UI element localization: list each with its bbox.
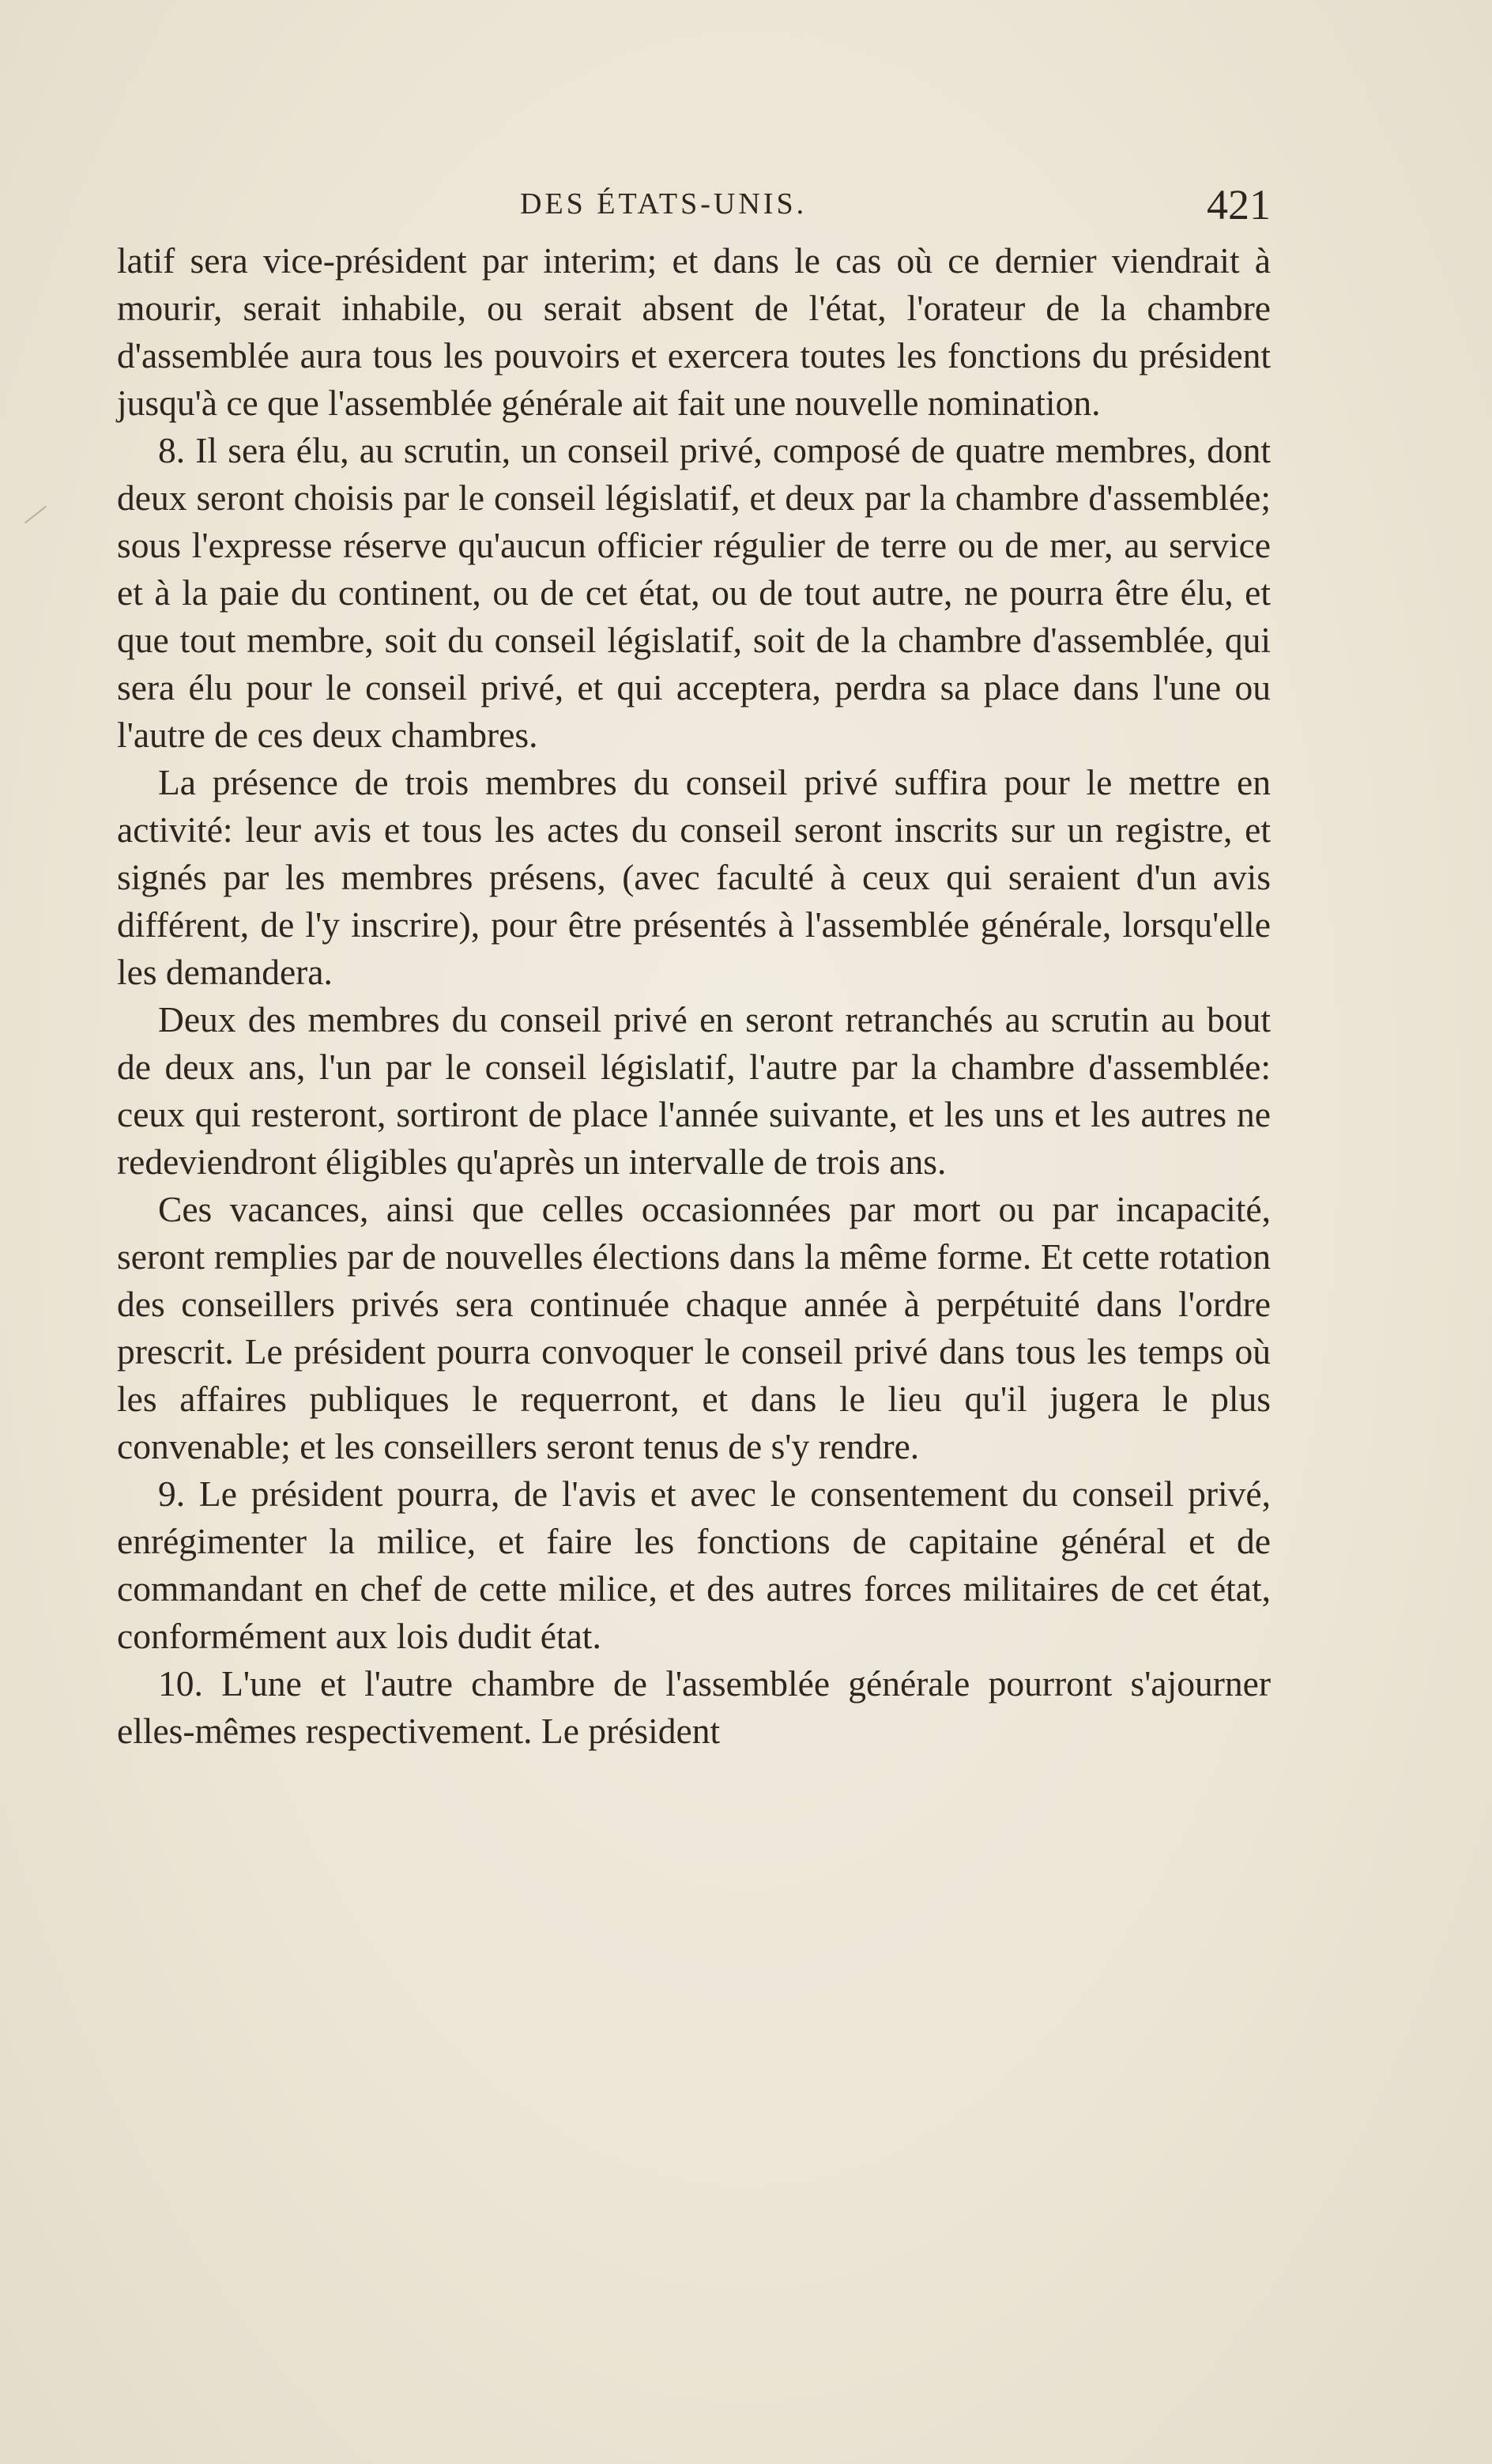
paragraph-quorum: La présence de trois membres du conseil privé suffira pour le mettre en activité: leur avis et tous les actes du conseil seront inscrits sur un registre, et signés par les membres présens, (avec faculté à ceux qui seraient d'un avis différent, de l'y inscrire), pour être présentés à l'assemblée générale, lorsqu'elle les demandera. bbox=[117, 762, 1271, 992]
margin-mark bbox=[24, 506, 47, 524]
paragraph-article-9: 9. Le président pourra, de l'avis et avec le consentement du conseil privé, enrégimenter la milice, et faire les fonctions de capitaine général et de commandant en chef de cette milice, et des autres forces militaires de cet état, conformément aux lois dudit état. bbox=[117, 1473, 1271, 1656]
paragraph-vacancies: Ces vacances, ainsi que celles occasionnées par mort ou par incapacité, seront remplies par de nouvelles élections dans la même forme. Et cette rotation des conseillers privés sera continuée chaque année à perpétuité dans l'ordre prescrit. Le président pourra convoquer le conseil privé dans tous les temps où les affaires publiques le requerront, et dans le lieu qu'il jugera le plus convenable; et les conseillers seront tenus de s'y rendre. bbox=[117, 1189, 1271, 1466]
page-header bbox=[117, 181, 1271, 234]
paragraph-rotation: Deux des membres du conseil privé en seront retranchés au scrutin au bout de deux ans, l'un par le conseil législatif, l'autre par la chambre d'assemblée: ceux qui resteront, sortiront de place l'année suivante, et les uns et les autres ne redeviendront éligibles qu'après un intervalle de trois ans. bbox=[117, 999, 1271, 1182]
paragraph-article-8: 8. Il sera élu, au scrutin, un conseil privé, composé de quatre membres, dont deux seront choisis par le conseil législatif, et deux par la chambre d'assemblée; sous l'expresse réserve qu'aucun officier régulier de terre ou de mer, au service et à la paie du continent, ou de cet état, ou de tout autre, ne pourra être élu, et que tout membre, soit du conseil législatif, soit de la chambre d'assemblée, qui sera élu pour le conseil privé, et qui acceptera, perdra sa place dans l'une ou l'autre de ces deux chambres. bbox=[117, 430, 1271, 755]
page-number: 421 bbox=[1207, 181, 1271, 228]
body-text bbox=[117, 237, 1271, 1755]
running-head: DES ÉTATS-UNIS. bbox=[520, 187, 808, 221]
paragraph-article-10: 10. L'une et l'autre chambre de l'assemblée générale pourront s'ajourner elles-mêmes respectivement. Le président bbox=[117, 1663, 1271, 1751]
paragraph-continuation: latif sera vice-président par interim; et dans le cas où ce dernier viendrait à mourir, serait inhabile, ou serait absent de l'état, l'orateur de la chambre d'assemblée aura tous les pouvoirs et exercera toutes les fonctions du président jusqu'à ce que l'assemblée générale ait fait une nouvelle nomination. bbox=[117, 240, 1271, 423]
